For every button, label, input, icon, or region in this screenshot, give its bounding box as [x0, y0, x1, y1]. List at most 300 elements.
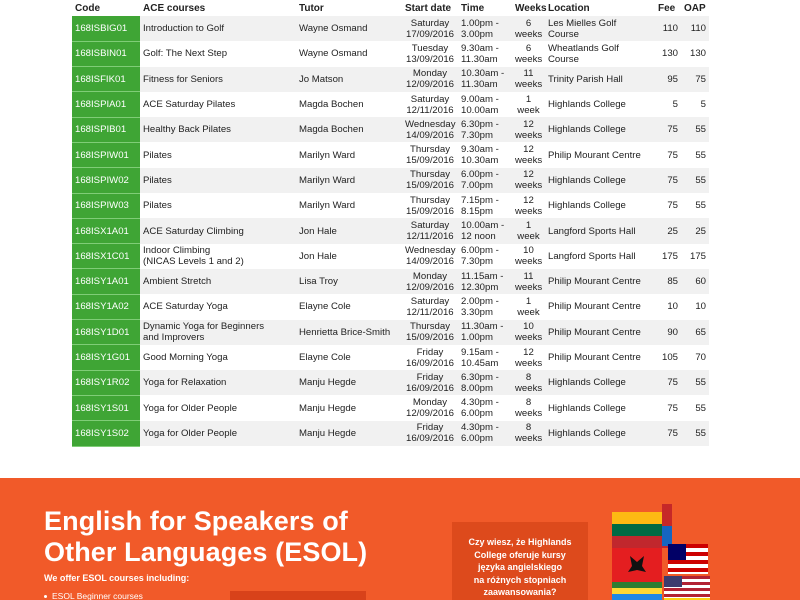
course-location-text: Highlands College [548, 427, 626, 439]
course-oap-fee-text: 5 [700, 99, 706, 111]
course-fee-text: 10 [667, 301, 678, 313]
course-tutor [296, 142, 402, 167]
course-name-text: (NICAS Levels 1 and 2) [143, 256, 244, 268]
course-time-text: 10.00am - [461, 220, 505, 232]
course-oap-fee [681, 370, 709, 395]
course-oap-fee [681, 294, 709, 319]
course-time-text: 7.00pm [461, 180, 493, 192]
course-oap-fee [681, 269, 709, 294]
header-code: Code [72, 0, 140, 16]
course-name [140, 16, 296, 41]
table-row [72, 142, 709, 167]
course-location-text: Trinity Parish Hall [548, 73, 623, 85]
course-fee-text: 175 [661, 250, 678, 262]
course-fee [655, 244, 681, 269]
course-code [72, 218, 140, 243]
course-location-text: Course [548, 53, 579, 65]
course-time [458, 41, 512, 66]
course-fee [655, 345, 681, 370]
course-oap-fee-text: 10 [695, 301, 706, 313]
course-tutor-text: Marilyn Ward [299, 149, 356, 161]
course-code-text: 168ISBIN01 [75, 48, 127, 60]
course-time [458, 117, 512, 142]
course-time-text: 7.30pm [461, 129, 493, 141]
course-tutor-text: Henrietta Brice-Smith [299, 326, 391, 338]
table-row [72, 320, 709, 345]
table-row [72, 168, 709, 193]
course-fee-text: 85 [667, 276, 678, 288]
course-location [545, 117, 655, 142]
course-code [72, 370, 140, 395]
course-fee [655, 395, 681, 420]
course-location-text: Philip Mourant Centre [548, 326, 641, 338]
course-code-text: 168ISY1A01 [75, 276, 129, 288]
course-tutor-text: Magda Bochen [299, 99, 364, 111]
course-code [72, 345, 140, 370]
course-fee [655, 269, 681, 294]
course-time [458, 92, 512, 117]
course-time [458, 269, 512, 294]
course-time-text: 12 noon [461, 231, 496, 243]
course-time-text: 8.15pm [461, 205, 493, 217]
course-name-text: Introduction to Golf [143, 23, 225, 35]
course-start-date-text: 12/11/2016 [406, 104, 454, 116]
course-weeks-text: 10 [523, 245, 534, 257]
course-time-text: 6.00pm [461, 408, 493, 420]
course-time-text: 10.30am - [461, 68, 505, 80]
esol-dark-tab [230, 591, 366, 600]
course-code [72, 41, 140, 66]
course-weeks [512, 193, 545, 218]
course-weeks-text: weeks [515, 408, 543, 420]
course-start-date-text: 13/09/2016 [405, 53, 454, 65]
course-tutor [296, 244, 402, 269]
course-start-date-text: Wednesday [405, 245, 456, 257]
course-weeks-text: weeks [515, 28, 543, 40]
table-row [72, 117, 709, 142]
esol-bullet-label: ESOL Beginner courses [52, 591, 143, 600]
course-fee-text: 90 [667, 326, 678, 338]
course-time [458, 294, 512, 319]
course-weeks [512, 320, 545, 345]
course-fee [655, 16, 681, 41]
course-location [545, 244, 655, 269]
course-time-text: 11.15am - [461, 270, 504, 282]
polish-callout-box [452, 522, 588, 600]
course-time-text: 3.00pm [461, 28, 493, 40]
header-course: ACE courses [140, 0, 296, 16]
header-location: Location [545, 0, 655, 16]
bullet-dot-icon [44, 595, 47, 598]
course-start-date [402, 244, 458, 269]
course-code [72, 168, 140, 193]
course-fee-text: 25 [667, 225, 678, 237]
course-fee [655, 370, 681, 395]
course-start-date-text: Saturday [410, 93, 450, 105]
table-row [72, 193, 709, 218]
course-start-date [402, 92, 458, 117]
course-tutor [296, 269, 402, 294]
course-start-date-text: 15/09/2016 [405, 155, 454, 167]
course-code [72, 67, 140, 92]
course-oap-fee-text: 55 [695, 377, 706, 389]
course-code-text: 168ISPIW01 [75, 149, 129, 161]
course-location-text: Philip Mourant Centre [548, 276, 641, 288]
course-weeks-text: 6 [525, 17, 532, 29]
course-name [140, 142, 296, 167]
course-fee-text: 75 [667, 402, 678, 414]
header-time: Time [458, 0, 512, 16]
course-location-text: Philip Mourant Centre [548, 352, 641, 363]
header-weeks: Weeks [512, 0, 545, 16]
course-code-text: 168ISPIW02 [75, 174, 129, 186]
course-start-date [402, 218, 458, 243]
course-time-text: 11.30am - [461, 321, 504, 333]
course-oap-fee [681, 142, 709, 167]
course-weeks-text: 10 [523, 321, 534, 333]
course-fee [655, 294, 681, 319]
course-start-date-text: 16/09/2016 [405, 433, 454, 445]
course-start-date-text: Saturday [410, 295, 450, 307]
course-start-date-text: Thursday [410, 321, 450, 333]
header-start-date: Start date [402, 0, 458, 16]
course-code [72, 244, 140, 269]
course-start-date-text: Saturday [410, 17, 450, 29]
course-weeks-text: weeks [515, 332, 543, 344]
course-start-date-text: 12/09/2016 [405, 79, 454, 91]
course-start-date-text: 12/11/2016 [406, 306, 454, 318]
course-weeks [512, 370, 545, 395]
course-time-text: 10.00am [461, 104, 499, 116]
course-code-text: 168ISPIA01 [75, 99, 127, 111]
course-name-text: Yoga for Older People [143, 402, 238, 414]
course-oap-fee-text: 75 [695, 73, 706, 85]
course-tutor-text: Marilyn Ward [299, 174, 356, 186]
course-table [72, 0, 709, 447]
course-time-text: 9.15am - [461, 346, 499, 358]
course-start-date [402, 16, 458, 41]
header-tutor: Tutor [296, 0, 402, 16]
course-name-text: Fitness for Seniors [143, 73, 223, 85]
course-name-text: Ambient Stretch [143, 276, 212, 288]
table-row [72, 421, 709, 446]
course-location [545, 395, 655, 420]
course-oap-fee [681, 117, 709, 142]
course-weeks-text: 11 [523, 270, 534, 282]
table-row [72, 41, 709, 66]
course-name-text: ACE Saturday Pilates [143, 99, 236, 111]
course-weeks-text: weeks [515, 155, 543, 167]
course-weeks [512, 218, 545, 243]
course-fee [655, 117, 681, 142]
course-location [545, 92, 655, 117]
course-fee [655, 67, 681, 92]
course-code-text: 168ISY1G01 [75, 352, 130, 363]
course-location-text: Philip Mourant Centre [548, 149, 641, 161]
course-weeks-text: weeks [515, 433, 543, 445]
course-tutor [296, 320, 402, 345]
course-location [545, 269, 655, 294]
course-location-text: Highlands College [548, 200, 626, 212]
course-code-text: 168ISX1A01 [75, 225, 129, 237]
course-oap-fee-text: 60 [695, 276, 706, 288]
course-location [545, 142, 655, 167]
course-location [545, 345, 655, 370]
course-location [545, 16, 655, 41]
course-name-text: Yoga for Relaxation [143, 377, 227, 389]
course-tutor-text: Jo Matson [299, 73, 344, 85]
course-code [72, 320, 140, 345]
table-header-row [72, 0, 709, 16]
course-fee-text: 110 [662, 23, 678, 35]
course-location [545, 320, 655, 345]
course-start-date [402, 269, 458, 294]
course-start-date [402, 41, 458, 66]
course-fee-text: 5 [672, 99, 678, 111]
course-oap-fee-text: 110 [690, 23, 706, 35]
course-tutor [296, 117, 402, 142]
course-weeks [512, 92, 545, 117]
course-time-text: 4.30pm - [461, 397, 499, 409]
course-code-text: 168ISFIK01 [75, 73, 126, 85]
course-tutor-text: Elayne Cole [299, 301, 351, 313]
course-tutor-text: Jon Hale [299, 250, 337, 262]
course-time-text: 6.00pm - [461, 245, 499, 257]
course-start-date-text: 15/09/2016 [405, 205, 454, 217]
course-weeks-text: 1 week [517, 295, 540, 318]
course-fee [655, 320, 681, 345]
course-oap-fee [681, 345, 709, 370]
course-code [72, 142, 140, 167]
course-tutor [296, 395, 402, 420]
course-weeks [512, 294, 545, 319]
course-start-date [402, 320, 458, 345]
course-weeks-text: weeks [515, 357, 543, 369]
flag-albania-icon [612, 548, 662, 582]
polish-line-3: języka angielskiego [477, 562, 563, 572]
course-time-text: 9.30am - [461, 144, 499, 156]
course-weeks-text: 11 [523, 68, 534, 80]
course-tutor-text: Jon Hale [299, 225, 337, 237]
course-start-date-text: 12/11/2016 [406, 231, 454, 243]
course-oap-fee [681, 67, 709, 92]
course-fee-text: 105 [661, 352, 678, 363]
course-start-date-text: Saturday [410, 220, 450, 232]
course-start-date [402, 370, 458, 395]
course-tutor [296, 421, 402, 446]
course-time-text: 11.30am [461, 79, 498, 91]
course-weeks [512, 421, 545, 446]
table-row [72, 244, 709, 269]
table-row [72, 92, 709, 117]
course-name [140, 67, 296, 92]
course-oap-fee [681, 421, 709, 446]
course-location-text: Highlands College [548, 174, 626, 186]
course-oap-fee-text: 55 [695, 149, 706, 161]
table-row [72, 370, 709, 395]
course-fee-text: 75 [667, 149, 678, 161]
course-code [72, 16, 140, 41]
course-oap-fee-text: 55 [695, 200, 706, 212]
course-oap-fee-text: 130 [689, 48, 706, 60]
course-name-text: ACE Saturday Yoga [143, 301, 228, 313]
course-start-date [402, 395, 458, 420]
course-name [140, 345, 296, 370]
course-tutor [296, 67, 402, 92]
course-tutor-text: Manju Hegde [299, 377, 357, 389]
course-name-text: and Improvers [143, 332, 205, 344]
course-weeks [512, 67, 545, 92]
course-oap-fee [681, 320, 709, 345]
course-weeks-text: weeks [515, 180, 543, 192]
course-fee-text: 75 [667, 124, 678, 136]
course-tutor-text: Marilyn Ward [299, 200, 356, 212]
course-tutor [296, 294, 402, 319]
course-start-date-text: Friday [416, 422, 444, 434]
course-name [140, 244, 296, 269]
course-start-date-text: Thursday [410, 144, 450, 156]
course-time-text: 7.30pm [461, 256, 493, 268]
course-tutor [296, 345, 402, 370]
course-weeks [512, 142, 545, 167]
course-start-date-text: 15/09/2016 [405, 180, 454, 192]
course-time-text: 7.15pm - [461, 194, 499, 206]
course-time [458, 168, 512, 193]
flag-collage-image [606, 504, 800, 600]
course-time-text: 11.30am [461, 53, 498, 65]
course-location-text: Highlands College [548, 99, 626, 111]
course-start-date-text: 14/09/2016 [405, 256, 454, 268]
course-tutor-text: Elayne Cole [299, 352, 351, 363]
course-code [72, 421, 140, 446]
course-fee-text: 130 [661, 48, 678, 60]
course-name [140, 421, 296, 446]
course-code [72, 117, 140, 142]
course-code [72, 269, 140, 294]
course-code-text: 168ISY1S01 [75, 402, 129, 414]
course-start-date-text: Friday [416, 346, 444, 358]
course-name [140, 41, 296, 66]
course-location-text: Les Mielles Golf [548, 17, 617, 29]
course-tutor-text: Manju Hegde [299, 427, 357, 439]
course-start-date [402, 345, 458, 370]
course-code-text: 168ISY1D01 [75, 326, 130, 338]
course-time-text: 10.45am [461, 357, 499, 369]
course-weeks-text: 6 [525, 42, 532, 54]
course-oap-fee [681, 395, 709, 420]
course-start-date-text: 14/09/2016 [405, 129, 454, 141]
course-weeks-text: 12 [523, 169, 534, 181]
course-start-date-text: Monday [412, 270, 448, 282]
course-fee-text: 75 [667, 200, 678, 212]
course-name [140, 395, 296, 420]
course-time-text: 12.30pm [461, 281, 499, 293]
course-time [458, 244, 512, 269]
course-tutor-text: Wayne Osmand [299, 48, 368, 60]
course-time-text: 1.00pm [461, 332, 493, 344]
course-start-date-text: 16/09/2016 [405, 357, 454, 369]
course-oap-fee [681, 244, 709, 269]
course-oap-fee-text: 55 [695, 174, 706, 186]
esol-bullet-item [44, 591, 143, 600]
course-time-text: 4.30pm - [461, 422, 499, 434]
course-name-text: Golf: The Next Step [143, 48, 228, 60]
course-weeks-text: 12 [523, 144, 534, 156]
course-start-date-text: 12/09/2016 [405, 281, 454, 293]
course-weeks [512, 168, 545, 193]
course-time [458, 16, 512, 41]
course-code-text: 168ISY1R02 [75, 377, 130, 389]
course-start-date [402, 168, 458, 193]
course-weeks-text: 12 [523, 194, 534, 206]
table-row [72, 395, 709, 420]
polish-line-4: na różnych stopniach [473, 574, 567, 585]
course-oap-fee [681, 193, 709, 218]
course-name-text: ACE Saturday Climbing [143, 225, 244, 237]
esol-offer-text: We offer ESOL courses including: [44, 573, 190, 583]
course-weeks-text: weeks [515, 281, 543, 293]
course-time-text: 6.00pm [461, 433, 493, 445]
course-location-text: Highlands College [548, 124, 626, 136]
course-fee [655, 142, 681, 167]
course-fee-text: 75 [667, 377, 678, 389]
course-time-text: 6.30pm - [461, 371, 499, 383]
flag-usa-icon [664, 576, 710, 598]
course-weeks [512, 244, 545, 269]
course-start-date-text: Thursday [410, 194, 450, 206]
course-weeks-text: 12 [523, 118, 534, 130]
table-row [72, 345, 709, 370]
table-row [72, 269, 709, 294]
course-oap-fee-text: 70 [695, 352, 706, 363]
course-location-text: Langford Sports Hall [548, 250, 636, 262]
course-fee [655, 92, 681, 117]
course-fee [655, 193, 681, 218]
course-name-text: Pilates [143, 149, 172, 161]
course-time-text: 2.00pm - [461, 295, 499, 307]
course-oap-fee [681, 92, 709, 117]
course-oap-fee-text: 55 [695, 124, 706, 136]
course-location [545, 168, 655, 193]
course-code-text: 168ISBIG01 [75, 22, 128, 34]
course-start-date-text: Wednesday [405, 118, 456, 130]
esol-title [44, 506, 444, 568]
course-weeks-text: weeks [515, 53, 543, 65]
course-weeks-text: 8 [525, 397, 532, 409]
polish-line-5: zaawansowania? [483, 587, 557, 597]
course-time [458, 193, 512, 218]
course-time [458, 421, 512, 446]
course-location [545, 294, 655, 319]
course-weeks-text: weeks [515, 382, 543, 394]
course-time [458, 320, 512, 345]
course-location-text: Highlands College [548, 377, 626, 389]
course-name [140, 117, 296, 142]
course-weeks [512, 41, 545, 66]
course-time [458, 345, 512, 370]
course-time-text: 8.00pm [461, 382, 493, 394]
header-oap: OAP [681, 0, 709, 16]
course-name [140, 193, 296, 218]
course-fee-text: 75 [667, 427, 678, 439]
course-name-text: Pilates [143, 200, 172, 212]
course-start-date [402, 294, 458, 319]
table-row [72, 16, 709, 41]
course-time-text: 6.00pm - [461, 169, 499, 181]
table-row [72, 67, 709, 92]
esol-title-line-2: Other Languages (ESOL) [44, 537, 368, 567]
course-location [545, 218, 655, 243]
